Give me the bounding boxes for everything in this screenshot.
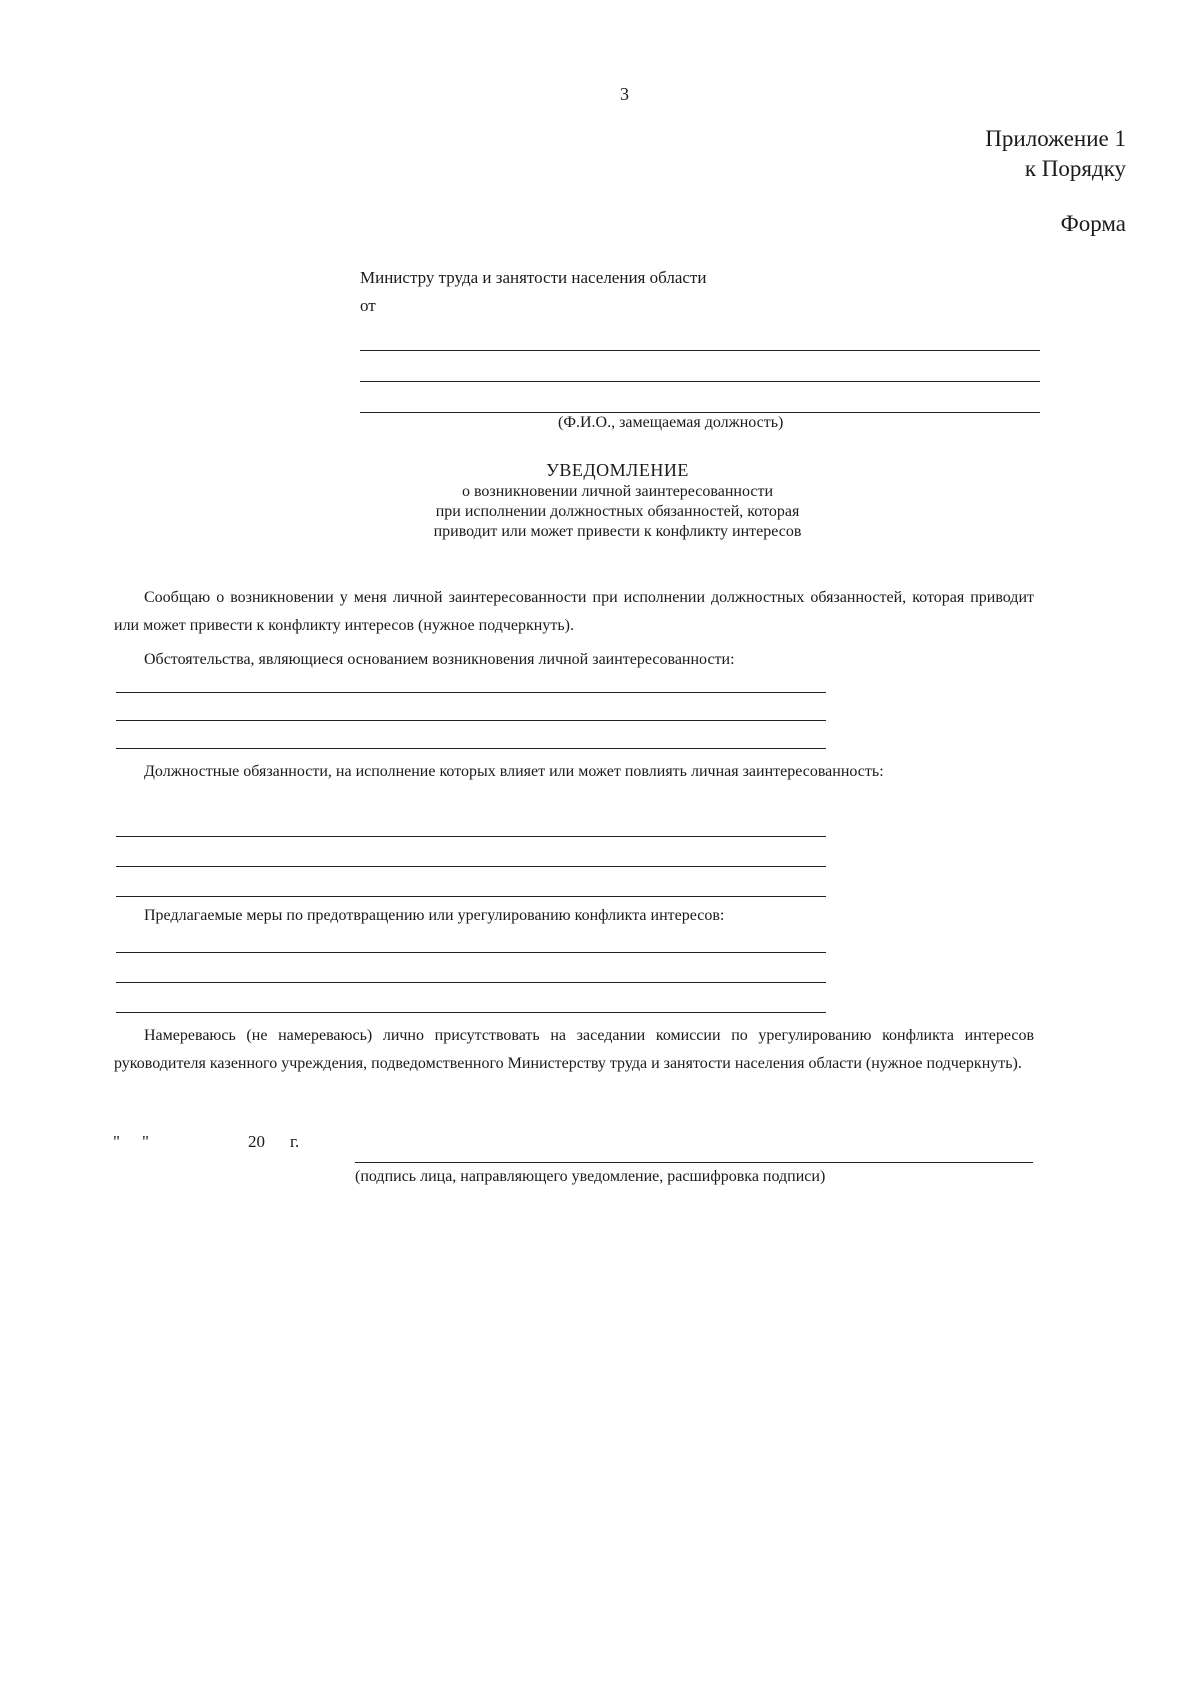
page-number: 3 — [620, 84, 629, 104]
date-year-suffix: г. — [290, 1132, 300, 1151]
measures-field-line-3[interactable] — [116, 1012, 826, 1013]
subtitle-line-1: о возникновении личной заинтересованности — [461, 483, 774, 500]
circumstances-field-line-2[interactable] — [116, 720, 826, 721]
notice-title: УВЕДОМЛЕНИЕ — [546, 460, 689, 480]
paragraph-measures: Предлагаемые меры по предотвращению или урегулированию конфликта интересов: — [144, 907, 725, 924]
from-label: от — [360, 296, 376, 315]
fio-caption: (Ф.И.О., замещаемая должность) — [558, 414, 784, 431]
circumstances-field-line-1[interactable] — [116, 692, 826, 693]
measures-field-line-2[interactable] — [116, 982, 826, 983]
subtitle-line-2: при исполнении должностных обязанностей, которая — [435, 503, 800, 520]
measures-field-line-1[interactable] — [116, 952, 826, 953]
circumstances-field-line-3[interactable] — [116, 748, 826, 749]
fio-field-line-2[interactable] — [360, 381, 1040, 382]
duties-field-line-1[interactable] — [116, 836, 826, 837]
appendix-line-2: к Порядку — [1024, 156, 1126, 181]
appendix-line-1: Приложение 1 — [985, 126, 1126, 151]
signature-caption: (подпись лица, направляющего уведомление, расшифровка подписи) — [355, 1168, 826, 1185]
date-quote-open: " — [113, 1132, 120, 1151]
fio-field-line-3[interactable] — [360, 412, 1040, 413]
paragraph-circumstances: Обстоятельства, являющиеся основанием возникновения личной заинтересованности: — [144, 651, 735, 668]
paragraph-attendance: Намереваюсь (не намереваюсь) лично присутствовать на заседании комиссии по урегулированию конфликта интересов руководителя казенного учреждения, подведомственного Министерству труда и занятости населения области (нужное подчеркнуть). — [114, 1027, 1034, 1072]
appendix-reference — [985, 124, 1126, 184]
subtitle-line-3: приводит или может привести к конфликту интересов — [433, 523, 802, 540]
duties-field-line-3[interactable] — [116, 896, 826, 897]
addressee-line: Министру труда и занятости населения области — [360, 268, 707, 287]
duties-field-line-2[interactable] — [116, 866, 826, 867]
date-year-prefix: 20 — [248, 1132, 265, 1151]
fio-field-line-1[interactable] — [360, 350, 1040, 351]
paragraph-duties: Должностные обязанности, на исполнение которых влияет или может повлиять личная заинтересованность: — [144, 763, 884, 780]
form-label: Форма — [1060, 211, 1126, 236]
notice-subtitle — [0, 482, 1200, 542]
date-quote-close: " — [142, 1132, 149, 1151]
paragraph-report: Сообщаю о возникновении у меня личной заинтересованности при исполнении должностных обязанностей, которая приводит или может привести к конфликту интересов (нужное подчеркнуть). — [114, 589, 1034, 634]
signature-field-line[interactable] — [355, 1162, 1033, 1163]
